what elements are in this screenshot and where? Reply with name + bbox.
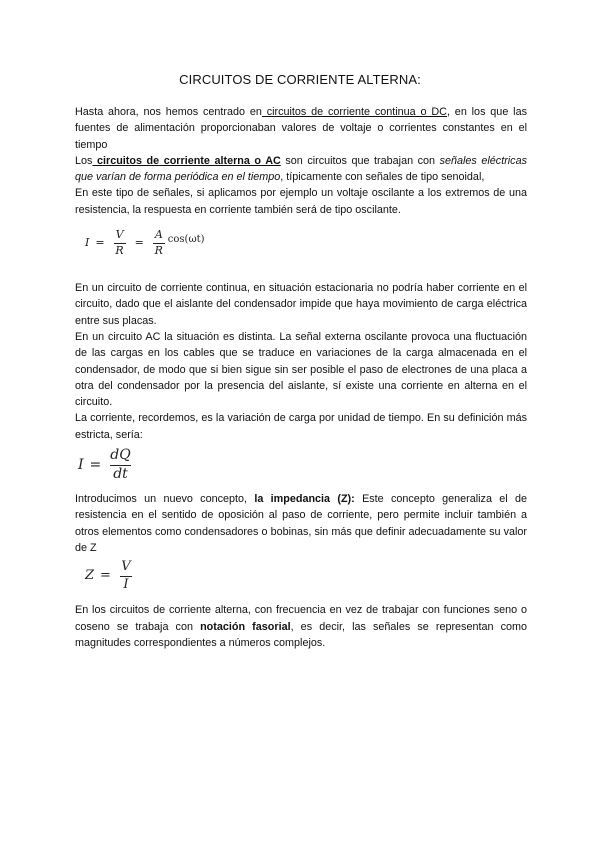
eq1-cosine: cos(ωt) (167, 234, 205, 246)
eq3-den: I (123, 576, 129, 592)
eq2-num: dQ (110, 447, 131, 464)
intro-text-after: , en los que las fuentes de alimentación proporcionaban valores de voltaje o corrientes constantes en el tiempo (75, 106, 527, 151)
ac-lead: Los (75, 154, 93, 167)
phasor-before: En los circuitos de corriente alterna, con frecuencia en vez de trabajar con funciones seno o coseno se trabaja con (75, 604, 527, 633)
paragraph-impedance (75, 491, 527, 556)
intro-text-before: Hasta ahora, nos hemos centrado en (75, 106, 262, 118)
equation-impedance (85, 556, 527, 596)
ac-after: , típicamente con señales de tipo senoidal, (280, 171, 485, 184)
document-body (75, 104, 527, 651)
dc-circuits-link[interactable]: circuitos de corriente continua o DC (261, 106, 447, 118)
eq1-equals: = (95, 235, 105, 249)
ac-italic-phrase: señales eléctricas que varían de forma periódica en el tiempo (75, 154, 527, 184)
paragraph-phasor (75, 602, 527, 651)
equation-current (78, 443, 527, 487)
equation-ohm (85, 218, 527, 268)
ac-mid: son circuitos que trabajan con (280, 154, 440, 167)
eq1-lhs: I (85, 235, 90, 249)
eq2-den: dt (113, 465, 128, 482)
impedance-term: la impedancia (Z): (254, 493, 355, 506)
eq1-num1: V (115, 228, 124, 242)
eq3-fraction (120, 560, 132, 592)
impedance-before: Introducimos un nuevo concepto, (75, 493, 255, 506)
impedance-after: Este concepto generaliza el de resistencia en el sentido de oposición al paso de corriente, pero permite incluir también a otros elementos como condensadores o bobinas, sin más que definir adecuadamente su valor de Z (75, 493, 528, 554)
paragraph-current-definition: La corriente, recordemos, es la variación de carga por unidad de tiempo. En su definición más estricta, sería: (75, 412, 527, 441)
document-title: CIRCUITOS DE CORRIENTE ALTERNA: (179, 72, 421, 87)
eq2-lhs: I (78, 456, 84, 473)
eq1-den1: R (115, 243, 124, 257)
paragraph-ac-definition (75, 153, 527, 186)
eq3-equals: = (100, 568, 111, 584)
paragraph-ac-capacitor: En un circuito AC la situación es distinta. La señal externa oscilante provoca una fluctuación de las cargas en los cables que se traduce en variaciones de la carga almacenada en el condensador, de modo que si bien sigue sin ser posible el paso de electrones de una placa a otra del condensador por la presencia del aislante, sí existe una corriente en alterna en el circuito. (75, 330, 527, 409)
paragraph-oscillating: En este tipo de señales, si aplicamos por ejemplo un voltaje oscilante a los extremos de una resistencia, la respuesta en corriente también será de tipo oscilante. (75, 187, 527, 216)
eq1-equals-2: = (134, 235, 144, 249)
ac-circuits-term[interactable]: circuitos de corriente alterna o AC (92, 154, 281, 167)
eq2-equals: = (89, 456, 102, 473)
eq1-fraction-2 (153, 229, 165, 256)
paragraph-intro (75, 104, 527, 153)
eq1-fraction-1 (114, 229, 126, 256)
eq1-den2: R (154, 243, 163, 257)
paragraph-dc-capacitor: En un circuito de corriente continua, en situación estacionaria no podría haber corriente en el circuito, dado que el aislante del condensador impide que haya movimiento de carga eléctrica entre sus placas. (75, 282, 527, 327)
eq1-num2: A (154, 228, 163, 242)
eq3-num: V (121, 559, 131, 575)
eq2-fraction (110, 448, 130, 482)
phasor-term: notación fasorial (200, 620, 291, 633)
eq3-lhs: Z (85, 568, 95, 584)
phasor-after: , es decir, las señales se representan como magnitudes correspondientes a números complejos. (75, 620, 527, 649)
